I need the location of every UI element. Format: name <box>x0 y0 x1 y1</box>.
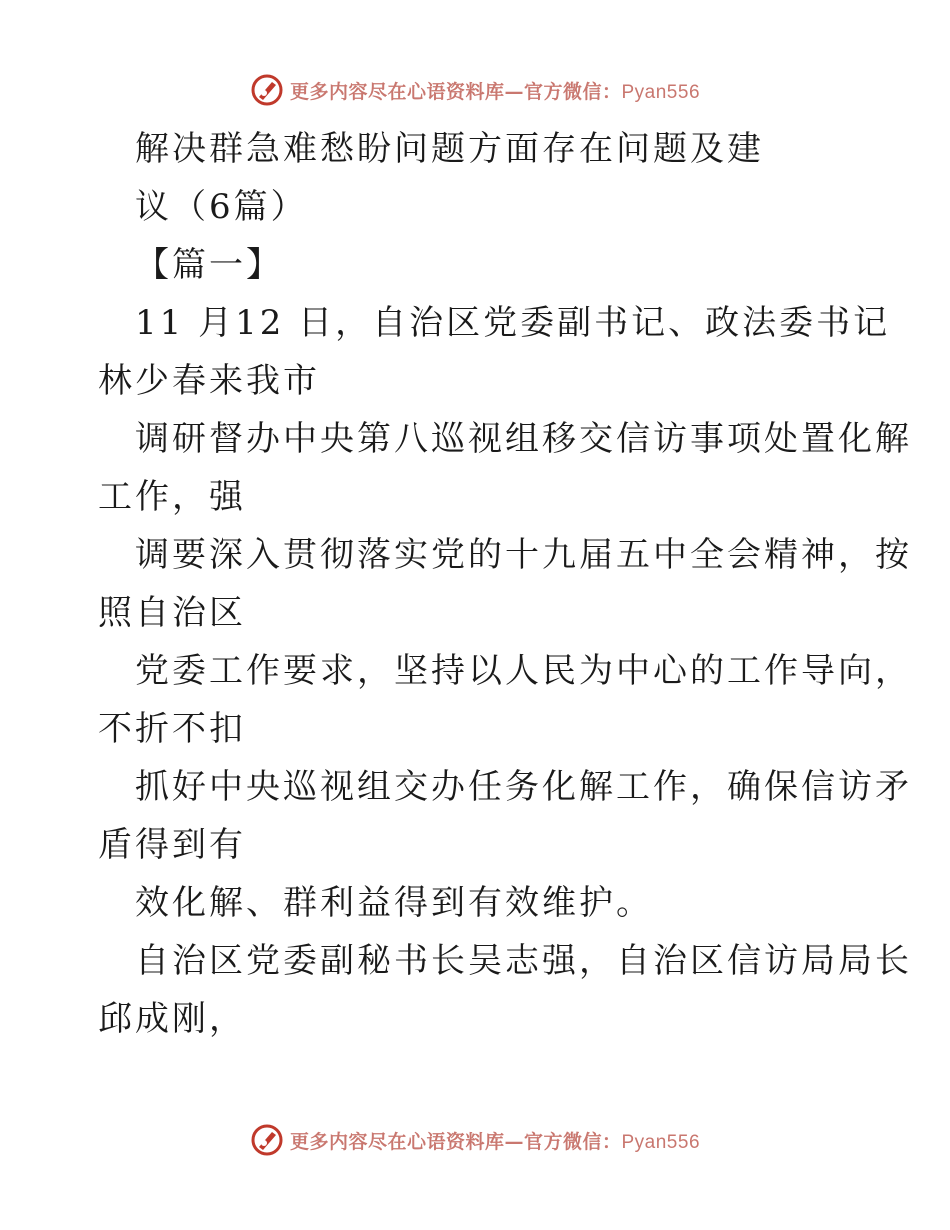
paragraph-line: 效化解、群利益得到有效维护。 <box>135 883 653 923</box>
footer-banner <box>0 1120 950 1160</box>
paragraph-line: 调要深入贯彻落实党的十九届五中全会精神，按 <box>135 535 912 575</box>
paragraph-line: 照自治区 <box>98 593 246 633</box>
pen-logo-icon <box>250 1123 284 1157</box>
paragraph-line: 11 月12 日，自治区党委副书记、政法委书记 <box>135 303 891 343</box>
paragraph-line: 党委工作要求，坚持以人民为中心的工作导向， <box>135 651 912 691</box>
paragraph-line: 盾得到有 <box>98 825 246 865</box>
wechat-id: Pyan556 <box>621 81 701 103</box>
wechat-id: Pyan556 <box>621 1131 701 1153</box>
document-body <box>98 120 912 1048</box>
paragraph-line: 林少春来我市 <box>98 361 320 401</box>
paragraph-line: 抓好中央巡视组交办任务化解工作，确保信访矛 <box>135 767 912 807</box>
doc-title-line-2: 议（6篇） <box>135 187 308 227</box>
paragraph-line: 调研督办中央第八巡视组移交信访事项处置化解 <box>135 419 912 459</box>
paragraph-line: 邱成刚， <box>98 999 246 1039</box>
doc-title-line-1: 解决群急难愁盼问题方面存在问题及建 <box>135 129 764 169</box>
header-banner <box>0 70 950 110</box>
section-heading: 【篇一】 <box>135 245 283 285</box>
paragraph-line: 不折不扣 <box>98 709 246 749</box>
paragraph-line: 工作，强 <box>98 477 246 517</box>
paragraph-line: 自治区党委副秘书长吴志强，自治区信访局局长 <box>135 941 912 981</box>
footer-banner-text: 更多内容尽在心语资料库—官方微信：Pyan556 <box>289 1130 701 1153</box>
header-banner-text: 更多内容尽在心语资料库—官方微信：Pyan556 <box>289 80 701 103</box>
pen-logo-icon <box>250 73 284 107</box>
